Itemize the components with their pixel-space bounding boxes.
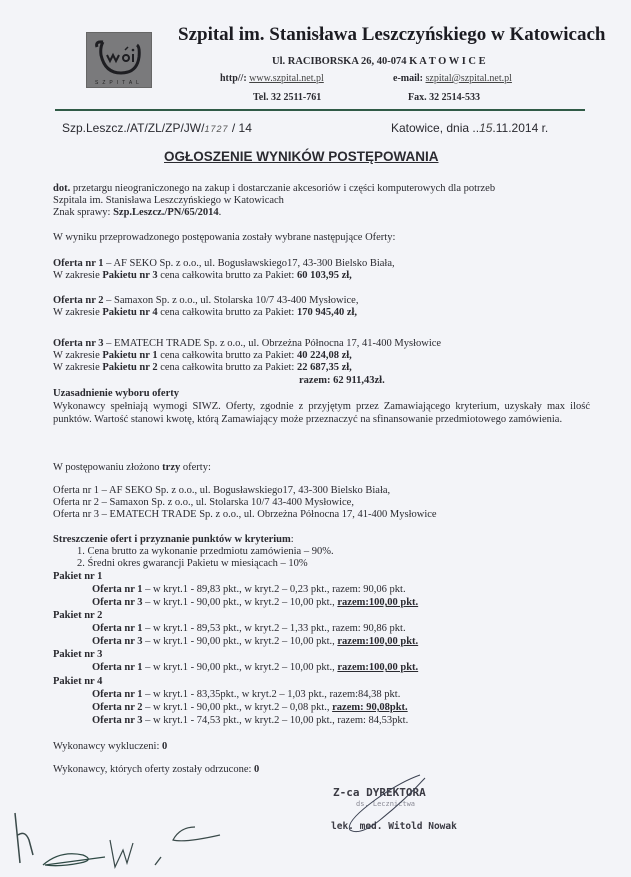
criterion-1: 1. Cena brutto za wykonanie przedmiotu zamówienia – 90%.: [77, 546, 334, 557]
package-4-row-2: [92, 702, 408, 714]
submitted-pre: W postępowaniu złożono: [53, 462, 163, 473]
offer-3-package-line-1: [53, 350, 352, 362]
submitted-count: trzy: [162, 462, 181, 473]
offer-3-total: razem: 62 911,43zł.: [299, 375, 385, 386]
row-winner-total: razem:100,00 pkt.: [337, 662, 419, 673]
document-title: OGŁOSZENIE WYNIKÓW POSTĘPOWANIA: [164, 149, 439, 164]
row-detail: – w kryt.1 - 90,00 pkt., w kryt.2 – 10,00 pkt.,: [142, 597, 338, 608]
row-winner-total: razem:100,00 pkt.: [337, 636, 419, 647]
justification-heading: Uzasadnienie wyboru oferty: [53, 388, 179, 399]
case-label: Znak sprawy:: [53, 207, 114, 218]
package-3-heading: Pakiet nr 3: [53, 649, 103, 660]
submitted-offer-2: Oferta nr 2 – Samaxon Sp. z o.o., ul. Stolarska 10/7 43-400 Mysłowice,: [53, 497, 354, 508]
row-offer: Oferta nr 1: [92, 584, 143, 595]
website-link[interactable]: www.szpital.net.pl: [249, 73, 324, 84]
dot-text: przetargu nieograniczonego na zakup i dostarczanie akcesoriów i części komputerowych dla potrzeb: [70, 183, 496, 194]
offer-label: Oferta nr 1: [53, 258, 104, 269]
reference-handwritten: 1727: [204, 124, 229, 134]
submitted-offer-1: Oferta nr 1 – AF SEKO Sp. z o.o., ul. Bogusławskiego17, 43-300 Bielsko Biała,: [53, 485, 391, 496]
selected-offer-1: [53, 258, 395, 270]
intro-line-1: [53, 183, 495, 195]
offer-label: Oferta nr 3: [53, 338, 104, 349]
submitted-offer-3: Oferta nr 3 – EMATECH TRADE Sp. z o.o., ul. Obrzeżna Północna 17, 41-400 Mysłowice: [53, 509, 437, 520]
package-2-row-1: [92, 623, 406, 635]
email-label: e-mail:: [393, 73, 423, 84]
selected-offer-2: [53, 295, 358, 307]
offer-2-package-line: [53, 307, 357, 319]
stamp-title: Z-ca DYREKTORA: [333, 786, 426, 799]
date-handwritten-day: 15: [479, 121, 493, 135]
submitted-post: oferty:: [180, 462, 211, 473]
excluded-contractors: [53, 741, 167, 753]
date-prefix: Katowice, dnia ..: [391, 121, 480, 135]
offer-company: – AF SEKO Sp. z o.o., ul. Bogusławskiego17, 43-300 Bielsko Biała,: [103, 258, 395, 269]
email-link[interactable]: szpital@szpital.net.pl: [425, 73, 512, 84]
package-price: 40 224,08 zł,: [296, 350, 352, 361]
director-signature-icon: [330, 770, 440, 840]
row-offer: Oferta nr 1: [92, 623, 143, 634]
offer-company: – EMATECH TRADE Sp. z o.o., ul. Obrzeżna Północna 17, 41-400 Mysłowice: [103, 338, 442, 349]
package-2-row-2: [92, 636, 418, 648]
logo-caption: SZPITAL: [95, 80, 143, 86]
package-3-row-1: [92, 662, 418, 674]
row-detail: – w kryt.1 - 90,00 pkt., w kryt.2 – 10,00 pkt.,: [142, 662, 338, 673]
package-4-heading: Pakiet nr 4: [53, 676, 103, 687]
row-detail: – w kryt.1 - 89,53 pkt., w kryt.2 – 1,33 pkt., razem: 90,86 pkt.: [142, 623, 406, 634]
package-name: Pakietu nr 3: [102, 270, 158, 281]
package-name: Pakietu nr 1: [102, 350, 158, 361]
hospital-email: [393, 73, 512, 84]
reference-number: [62, 121, 252, 135]
row-detail: – w kryt.1 - 74,53 pkt., w kryt.2 – 10,00 pkt., razem: 84,53pkt.: [142, 715, 409, 726]
date-suffix: .11.2014 r.: [492, 121, 549, 135]
package-price: 60 103,95 zł,: [296, 270, 352, 281]
package-name: Pakietu nr 2: [102, 362, 158, 373]
package-price: 170 945,40 zł,: [296, 307, 358, 318]
package-mid: cena całkowita brutto za Pakiet:: [157, 270, 297, 281]
rejected-label: Wykonawcy, których oferty zostały odrzucone:: [53, 764, 255, 775]
row-detail: – w kryt.1 - 89,83 pkt., w kryt.2 – 0,23 pkt., razem: 90,06 pkt.: [142, 584, 406, 595]
excluded-label: Wykonawcy wykluczeni:: [53, 741, 162, 752]
dot-label: dot.: [53, 183, 71, 194]
offer-label: Oferta nr 2: [53, 295, 104, 306]
hospital-fax: Fax. 32 2514-533: [408, 92, 480, 103]
stamp-subtitle: ds. Lecznictwa: [356, 800, 416, 808]
excluded-value: 0: [162, 741, 168, 752]
package-4-row-3: [92, 715, 408, 727]
hospital-logo: [86, 32, 152, 88]
row-detail: – w kryt.1 - 90,00 pkt., w kryt.2 – 10,00 pkt.,: [142, 636, 338, 647]
submitted-count-line: [53, 462, 211, 474]
row-winner-total: razem: 90,08pkt.: [332, 702, 408, 713]
reference-prefix: Szp.Leszcz./AT/ZL/ZP/JW/: [62, 121, 205, 135]
reference-suffix: / 14: [228, 121, 252, 135]
package-1-row-1: [92, 584, 406, 596]
selected-offer-3: [53, 338, 441, 350]
row-offer: Oferta nr 3: [92, 715, 143, 726]
stamp-name: lek. med. Witold Nowak: [331, 821, 457, 832]
package-2-heading: Pakiet nr 2: [53, 610, 103, 621]
package-pre: W zakresie: [53, 350, 103, 361]
hospital-address: Ul. RACIBORSKA 26, 40-074 K A T O W I C E: [272, 56, 486, 67]
row-winner-total: razem:100,00 pkt.: [337, 597, 419, 608]
scoring-heading-end: :: [290, 534, 294, 545]
criterion-2: 2. Średni okres gwarancji Pakietu w miesiącach – 10%: [77, 558, 308, 569]
hospital-name: Szpital im. Stanisława Leszczyńskiego w Katowicach: [178, 24, 606, 45]
package-price: 22 687,35 zł,: [296, 362, 352, 373]
logo-smile-icon: [87, 33, 151, 87]
hospital-phone: Tel. 32 2511-761: [253, 92, 322, 103]
result-intro: W wyniku przeprowadzonego postępowania zostały wybrane następujące Oferty:: [53, 232, 396, 243]
website-label: http//:: [220, 73, 247, 84]
package-mid: cena całkowita brutto za Pakiet:: [157, 307, 297, 318]
document-date: [391, 121, 548, 135]
package-pre: W zakresie: [53, 362, 103, 373]
row-offer: Oferta nr 3: [92, 636, 143, 647]
handwritten-initials-icon: [5, 805, 225, 875]
justification-text: Wykonawcy spełniają wymogi SIWZ. Oferty, zgodnie z przyjętym przez Zamawiającego kryterium, uzyskały max ilość punktów. Wartość stanowi kwotę, którą Zamawiający może przeznaczyć na sfinansowanie przedmiotowego zamówienia.: [53, 401, 590, 425]
package-pre: W zakresie: [53, 270, 103, 281]
case-number-line: [53, 207, 221, 219]
offer-company: – Samaxon Sp. z o.o., ul. Stolarska 10/7 43-400 Mysłowice,: [103, 295, 359, 306]
row-offer: Oferta nr 1: [92, 689, 143, 700]
package-1-heading: Pakiet nr 1: [53, 571, 103, 582]
offer-1-package-line: [53, 270, 352, 282]
scoring-heading: [53, 534, 294, 546]
package-name: Pakietu nr 4: [102, 307, 158, 318]
intro-line-2: Szpitala im. Stanisława Leszczyńskiego w Katowicach: [53, 195, 284, 206]
row-offer: Oferta nr 1: [92, 662, 143, 673]
case-number: Szp.Leszcz./PN/65/2014: [113, 207, 219, 218]
package-mid: cena całkowita brutto za Pakiet:: [157, 362, 297, 373]
rejected-value: 0: [254, 764, 260, 775]
case-end: .: [218, 207, 222, 218]
package-pre: W zakresie: [53, 307, 103, 318]
row-offer: Oferta nr 3: [92, 597, 143, 608]
package-mid: cena całkowita brutto za Pakiet:: [157, 350, 297, 361]
package-1-row-2: [92, 597, 418, 609]
offer-3-package-line-2: [53, 362, 352, 374]
row-detail: – w kryt.1 - 90,00 pkt., w kryt.2 – 0,08 pkt.,: [142, 702, 333, 713]
scoring-heading-text: Streszczenie ofert i przyznanie punktów w kryterium: [53, 534, 291, 545]
hospital-website: [220, 73, 324, 84]
row-offer: Oferta nr 2: [92, 702, 143, 713]
package-4-row-1: [92, 689, 400, 701]
header-divider: [55, 109, 585, 111]
rejected-offers: [53, 764, 259, 776]
row-detail: – w kryt.1 - 83,35pkt., w kryt.2 – 1,03 pkt., razem:84,38 pkt.: [142, 689, 401, 700]
